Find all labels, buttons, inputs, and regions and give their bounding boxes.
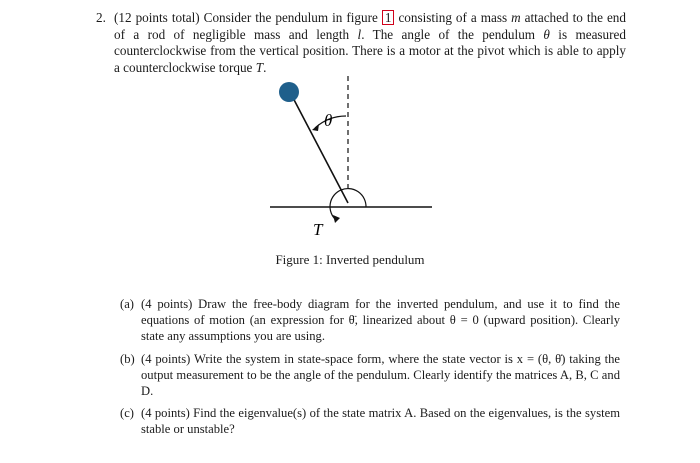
variable-m: m xyxy=(511,10,521,25)
part-label: (b) xyxy=(120,351,135,366)
figure-caption xyxy=(0,252,700,268)
variable-T: T xyxy=(255,59,264,75)
part-text: (4 points) Draw the free-body diagram for the inverted pendulum, and use it to find the equations of motion (an expression for θ̈, linearized about θ = 0 (upward position). Clearly state any assumptions you are using. xyxy=(141,297,620,344)
part-label: (a) xyxy=(120,297,134,311)
part-b xyxy=(120,351,620,400)
part-label: (c) xyxy=(120,406,134,421)
problem-intro xyxy=(114,10,626,76)
angle-label: θ xyxy=(324,111,333,130)
intro-text: is measured counterclockwise from the vertical position. There is a motor at the pivot which is able to apply a counterclockwise torque xyxy=(114,26,626,75)
intro-text: . The angle of the pendulum xyxy=(361,26,544,42)
part-text: (4 points) Write the system in state-space form, where the state vector is x = (θ, θ̇) taking the output measurement to be the angle of the pendulum. Clearly identify the matrices A, B, C and D. xyxy=(141,351,620,399)
intro-text: . xyxy=(263,59,267,75)
pendulum-figure xyxy=(262,76,442,246)
intro-text: (12 points total) Consider the pendulum in figure xyxy=(114,10,382,25)
figure-reference-link[interactable]: 1 xyxy=(382,10,395,25)
part-c xyxy=(120,405,620,437)
variable-l: l xyxy=(357,26,362,42)
intro-text: consisting of a mass xyxy=(394,10,512,25)
problem-number: 2. xyxy=(96,10,106,25)
part-text: (4 points) Find the eigenvalue(s) of the state matrix A. Based on the eigenvalues, is the system stable or unstable? xyxy=(141,406,620,437)
pendulum-diagram xyxy=(262,76,442,246)
torque-label: T xyxy=(313,220,323,239)
pendulum-mass-bob xyxy=(279,82,299,102)
pendulum-rod xyxy=(291,94,348,203)
angle-arrowhead xyxy=(312,124,319,131)
torque-arc xyxy=(330,189,366,220)
torque-arrowhead xyxy=(333,215,340,223)
intro-text: attached to the end of a rod of negligible mass and length xyxy=(114,10,626,42)
problem-statement xyxy=(96,10,626,76)
variable-theta: θ xyxy=(543,26,550,42)
part-a xyxy=(120,296,620,345)
figure-caption-text: Figure 1: Inverted pendulum xyxy=(275,252,425,267)
problem-parts xyxy=(120,296,620,444)
